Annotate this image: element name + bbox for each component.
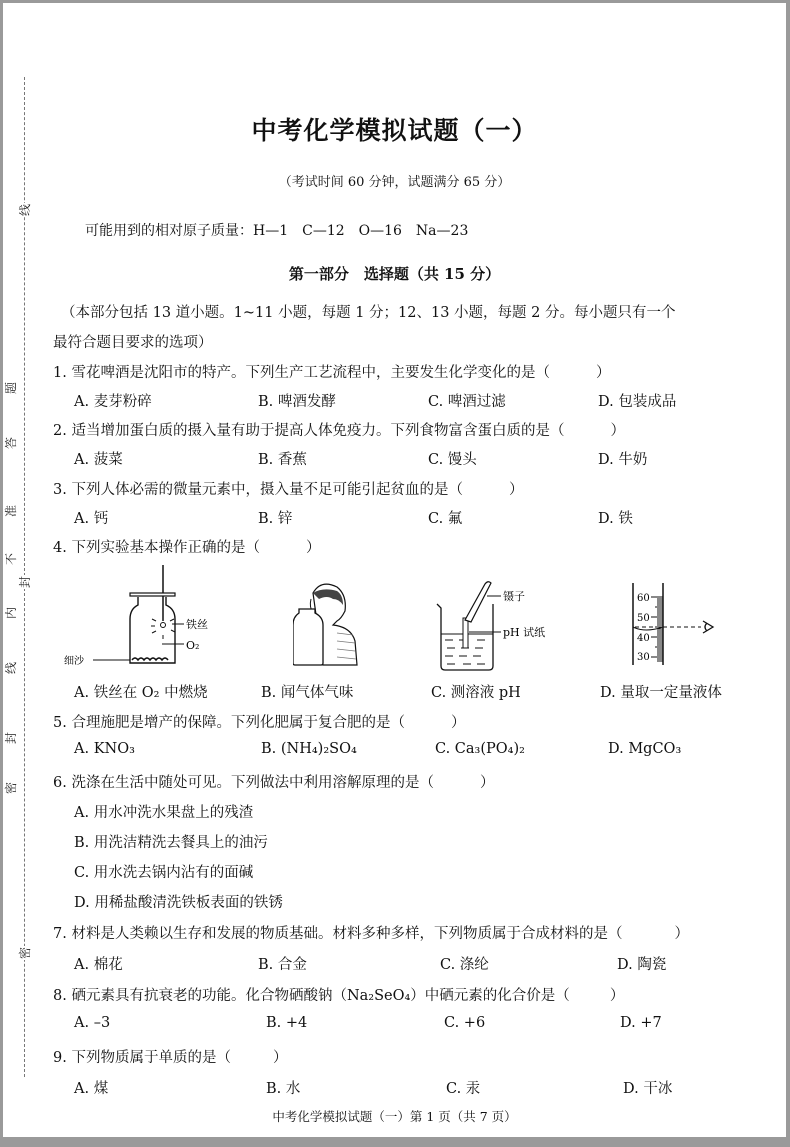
option-a: A. 棉花 (74, 957, 123, 973)
scale-label-60: 60 (637, 593, 650, 604)
question-stem: 6. 洗涤在生活中随处可见。下列做法中利用溶解原理的是（ (53, 775, 434, 791)
option-b: B. 闻气体气味 (261, 685, 354, 701)
label-fine-sand: 细沙 (64, 656, 84, 667)
question-stem: 4. 下列实验基本操作正确的是（ (53, 540, 260, 556)
margin-mark-secret: 密 (18, 947, 32, 960)
option-d: D. 包装成品 (598, 394, 677, 410)
gas-jar (130, 597, 175, 663)
exam-page (3, 3, 786, 1137)
option-a: A. 煤 (74, 1081, 109, 1097)
page-footer: 中考化学模拟试题（一）第 1 页（共 7 页） (272, 1109, 517, 1124)
option-d: D. 牛奶 (598, 452, 648, 468)
option-b: B. 锌 (258, 511, 293, 527)
section-intro-line1: （本部分包括 13 道小题。1~11 小题，每题 1 分；12、13 小题，每题 2 分。每小题只有一个 (61, 305, 676, 321)
gas-bottle (293, 609, 323, 665)
option-b: B. 合金 (258, 957, 307, 973)
answer-paren-close: ） (595, 365, 611, 381)
question-9 (53, 1046, 287, 1067)
option-c: C. 涤纶 (440, 957, 489, 973)
option-c: C. 测溶液 pH (431, 685, 521, 701)
question-5 (53, 711, 465, 732)
scale-label-30: 30 (637, 652, 650, 663)
option-d: D. MgCO₃ (608, 741, 682, 757)
option-c: C. 馒头 (428, 452, 477, 468)
question-stem: 7. 材料是人类赖以生存和发展的物质基础。材料多种多样，下列物质属于合成材料的是（ (53, 926, 623, 942)
answer-paren-close: ） (450, 715, 466, 731)
option-d: D. 用稀盐酸清洗铁板表面的铁锈 (74, 895, 283, 911)
option-d: D. 量取一定量液体 (600, 685, 722, 701)
figure-a-iron-burning (58, 563, 238, 673)
scale-label-40: 40 (637, 633, 650, 644)
option-b: B. 水 (266, 1081, 301, 1097)
option-b: B. 用洗洁精洗去餐具上的油污 (74, 835, 268, 851)
option-d: D. 干冰 (623, 1081, 673, 1097)
question-stem: 9. 下列物质属于单质的是（ (53, 1050, 231, 1066)
spark-icon (151, 619, 175, 639)
margin-warning-char: 密 (4, 782, 18, 795)
question-stem: 3. 下列人体必需的微量元素中，摄入量不足可能引起贫血的是（ (53, 482, 463, 498)
atomic-masses: 可能用到的相对原子质量：H—1 C—12 O—16 Na—23 (85, 223, 469, 239)
margin-warning-char: 准 (4, 505, 18, 518)
option-d: D. +7 (620, 1015, 662, 1031)
margin-mark-seal: 封 (18, 576, 32, 589)
option-a: A. –3 (74, 1015, 111, 1031)
option-c: C. Ca₃(PO₄)₂ (435, 741, 525, 757)
margin-warning-char: 线 (4, 662, 18, 675)
figure-d-graduated-cylinder (615, 575, 725, 670)
question-stem: 5. 合理施肥是增产的保障。下列化肥属于复合肥的是（ (53, 715, 405, 731)
section-title: 第一部分 选择题（共 15 分） (288, 265, 501, 283)
option-a: A. 钙 (74, 511, 109, 527)
answer-paren-close: ） (305, 540, 321, 556)
question-1 (53, 361, 610, 382)
margin-warning-char: 不 (4, 553, 18, 566)
question-stem: 8. 硒元素具有抗衰老的功能。化合物硒酸钠（Na₂SeO₄）中硒元素的化合价是（ (53, 988, 570, 1004)
answer-paren-close: ） (508, 482, 524, 498)
section-intro-line2: 最符合题目要求的选项） (53, 335, 213, 351)
margin-warning-char: 答 (4, 437, 18, 450)
exam-title: 中考化学模拟试题（一） (251, 116, 538, 145)
margin-warning-char: 封 (4, 732, 18, 745)
question-6 (53, 771, 494, 792)
option-a: A. 铁丝在 O₂ 中燃烧 (74, 685, 208, 701)
figure-b-smelling-gas (293, 581, 373, 671)
margin-warning-char: 内 (4, 607, 18, 620)
exam-subtitle: （考试时间 60 分钟，试题满分 65 分） (278, 175, 511, 190)
option-b: B. 香蕉 (258, 452, 307, 468)
figure-c-ph-test (433, 578, 583, 673)
option-c: C. 啤酒过滤 (428, 394, 506, 410)
label-ph-paper: pH 试纸 (503, 626, 546, 639)
label-oxygen: O₂ (186, 639, 200, 652)
eye-icon (703, 621, 713, 633)
fine-sand (132, 658, 168, 660)
option-b: B. (NH₄)₂SO₄ (261, 741, 357, 757)
option-b: B. +4 (266, 1015, 308, 1031)
margin-mark-line: 线 (18, 204, 32, 217)
question-8 (53, 984, 624, 1005)
option-a: A. 菠菜 (74, 452, 123, 468)
option-c: C. 氟 (428, 511, 463, 527)
answer-paren-close: ） (610, 423, 625, 439)
question-4 (53, 536, 320, 557)
question-stem: 1. 雪花啤酒是沈阳市的特产。下列生产工艺流程中，主要发生化学变化的是（ (53, 365, 550, 381)
tweezers-icon (465, 582, 491, 622)
question-stem: 2. 适当增加蛋白质的摄入量有助于提高人体免疫力。下列食物富含蛋白质的是（ (53, 423, 565, 439)
option-a: A. 麦芽粉碎 (74, 394, 152, 410)
label-tweezers: 镊子 (503, 590, 525, 603)
option-d: D. 铁 (598, 511, 633, 527)
option-c: C. 用水洗去锅内沾有的面碱 (74, 865, 254, 881)
glass-plate (130, 593, 175, 596)
question-7 (53, 922, 689, 943)
question-3 (53, 478, 523, 499)
answer-paren-close: ） (479, 775, 495, 791)
option-d: D. 陶瓷 (617, 957, 667, 973)
option-a: A. 用水冲洗水果盘上的残渣 (74, 805, 254, 821)
option-b: B. 啤酒发酵 (258, 394, 336, 410)
scale-label-50: 50 (637, 613, 650, 624)
ph-paper (463, 618, 468, 648)
option-c: C. 汞 (446, 1081, 481, 1097)
answer-paren-close: ） (272, 1050, 288, 1066)
margin-warning-char: 题 (4, 382, 18, 395)
option-a: A. KNO₃ (74, 741, 135, 757)
answer-paren-close: ） (674, 926, 689, 942)
answer-paren-close: ） (609, 988, 625, 1004)
label-iron-wire: 铁丝 (186, 618, 208, 631)
option-c: C. +6 (444, 1015, 486, 1031)
question-2 (53, 419, 625, 440)
